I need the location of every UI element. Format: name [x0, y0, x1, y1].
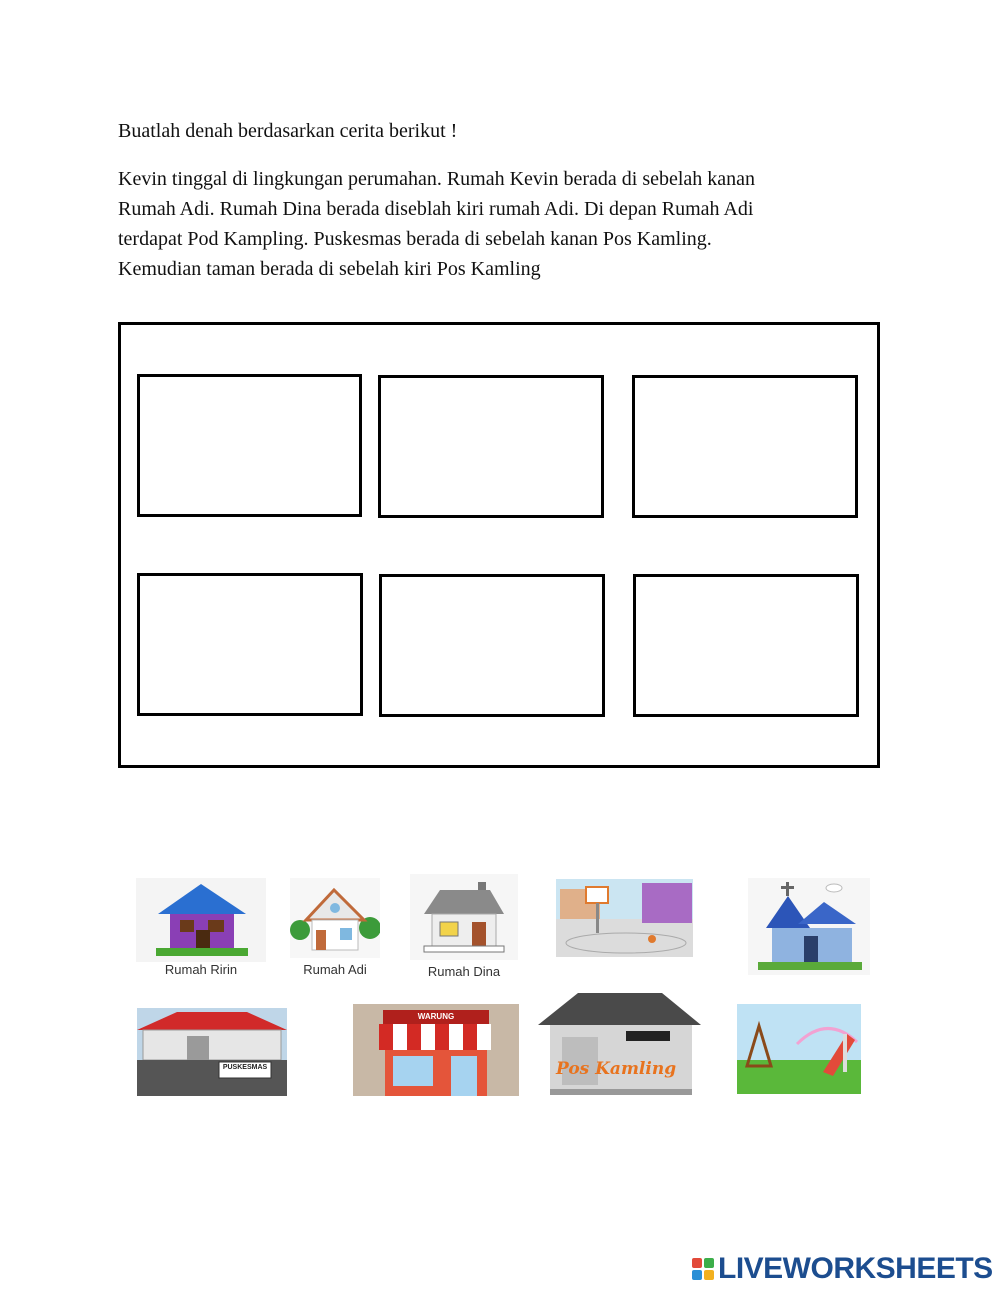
puskesmas-building-icon — [137, 1008, 287, 1096]
liveworksheets-logo — [692, 1252, 993, 1286]
white-house-icon — [290, 878, 380, 958]
puskesmas-sign-text: PUSKESMAS — [222, 1064, 268, 1071]
drop-box-bottom-right[interactable] — [633, 574, 859, 717]
story-line: Kemudian taman berada di sebelah kiri Pos Kamling — [118, 258, 541, 280]
church-tile[interactable] — [748, 878, 870, 975]
church-icon — [748, 878, 870, 975]
rumah-adi-tile[interactable] — [290, 878, 380, 982]
drop-box-top-left[interactable] — [137, 374, 362, 517]
instruction-text: Buatlah denah berdasarkan cerita berikut ! — [118, 120, 458, 142]
rumah-ririn-label: Rumah Ririn — [164, 962, 238, 977]
story-line: Rumah Adi. Rumah Dina berada diseblah kiri rumah Adi. Di depan Rumah Adi — [118, 198, 754, 220]
pos-kamling-sign-text: Pos Kamling — [556, 1059, 677, 1079]
warung-tile[interactable] — [353, 1004, 519, 1096]
story-line: terdapat Pod Kampling. Puskesmas berada di sebelah kanan Pos Kamling. — [118, 228, 712, 250]
playground-icon — [737, 1004, 861, 1094]
liveworksheets-logo-icon — [692, 1258, 714, 1280]
drop-box-bottom-middle[interactable] — [379, 574, 605, 717]
drop-box-bottom-left[interactable] — [137, 573, 363, 716]
rumah-ririn-tile[interactable] — [136, 878, 266, 982]
purple-house-icon — [136, 878, 266, 962]
liveworksheets-logo-text: LIVEWORKSHEETS — [718, 1252, 993, 1285]
puskesmas-tile[interactable] — [137, 1008, 287, 1096]
rumah-dina-label: Rumah Dina — [427, 964, 501, 979]
basketball-court-icon — [556, 879, 693, 957]
basketball-court-tile[interactable] — [556, 879, 693, 957]
drop-box-top-middle[interactable] — [378, 375, 604, 518]
park-tile[interactable] — [737, 1004, 861, 1094]
guard-post-icon — [538, 993, 701, 1096]
rumah-dina-tile[interactable] — [410, 874, 518, 984]
story-paragraph — [118, 164, 878, 284]
rumah-adi-label: Rumah Adi — [303, 962, 367, 977]
drop-box-top-right[interactable] — [632, 375, 858, 518]
grey-house-icon — [410, 874, 518, 960]
pos-kamling-tile[interactable] — [538, 993, 701, 1096]
story-line: Kevin tinggal di lingkungan perumahan. Rumah Kevin berada di sebelah kanan — [118, 168, 756, 190]
warung-sign-text: WARUNG — [417, 1012, 455, 1021]
